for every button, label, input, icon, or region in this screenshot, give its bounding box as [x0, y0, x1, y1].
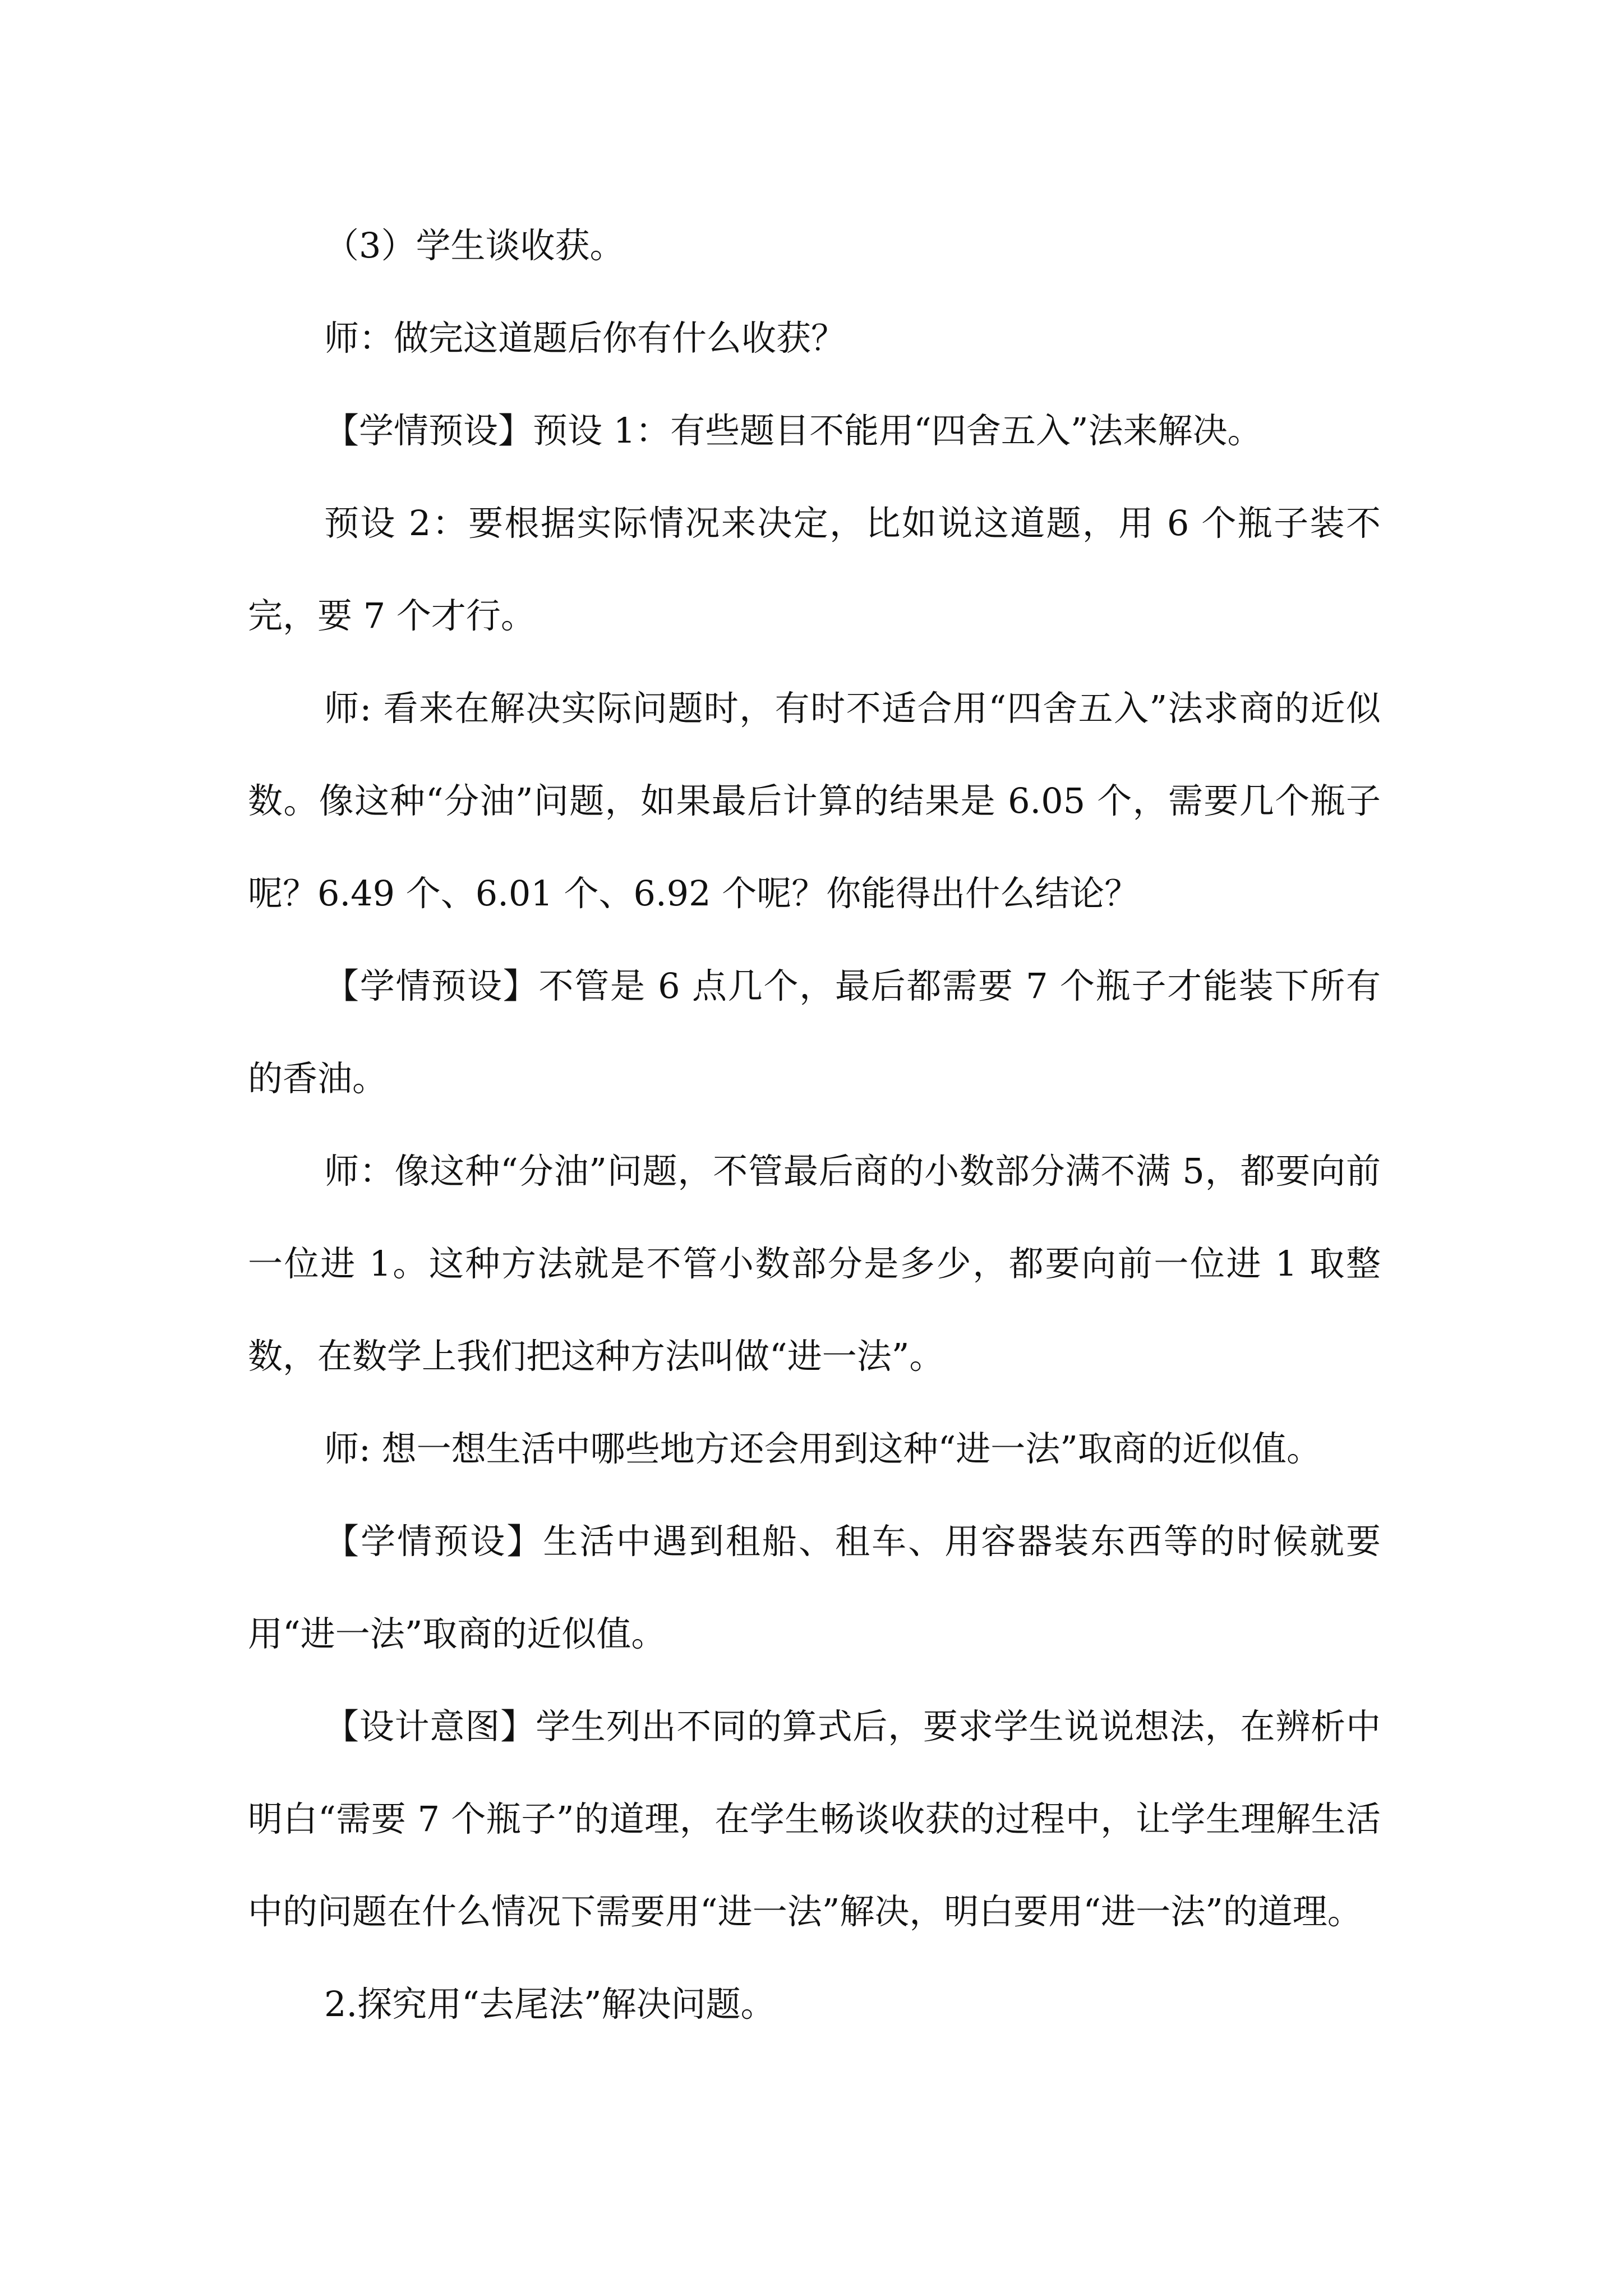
paragraph-teacher-question: 师：做完这道题后你有什么收获？ [324, 318, 846, 358]
paragraph-section-floor-method: 2.探究用“去尾法”解决问题。 [324, 1984, 776, 2024]
paragraph-preset-2: 预设 2：要根据实际情况来决定，比如说这道题，用 6 个瓶子装不完，要 7 个才行。 [248, 503, 1381, 636]
paragraph-teacher-ceiling-method: 师：像这种“分油”问题，不管最后商的小数部分满不满 5，都要向前一位进 1。这种方法就是不管小数部分是多少，都要向前一位进 1 取整数，在数学上我们把这种方法叫做“进一法”。 [248, 1151, 1381, 1377]
paragraph-teacher-life-examples: 师: 想一想生活中哪些地方还会用到这种“进一法”取商的近似值。 [324, 1428, 1321, 1469]
paragraph-teacher-approximation: 师: 看来在解决实际问题时，有时不适合用“四舍五入”法求商的近似数。像这种“分油”问题，如果最后计算的结果是 6.05 个，需要几个瓶子呢？6.49 个、6.01 个、6.92 个呢？你能得出什么结论？ [248, 688, 1381, 914]
paragraph-preset-life-examples: 【学情预设】生活中遇到租船、租车、用容器装东西等的时候就要用“进一法”取商的近似值。 [248, 1521, 1381, 1654]
document-body [248, 199, 1381, 2050]
paragraph-design-intent: 【设计意图】学生列出不同的算式后，要求学生说说想法，在辨析中明白“需要 7 个瓶子”的道理，在学生畅谈收获的过程中，让学生理解生活中的问题在什么情况下需要用“进一法”解决，明白要用“进一法”的道理。 [248, 1706, 1381, 1932]
paragraph-preset-1: 【学情预设】预设 1：有些题目不能用“四舍五入”法来解决。 [324, 410, 1262, 451]
paragraph-preset-conclusion: 【学情预设】不管是 6 点几个，最后都需要 7 个瓶子才能装下所有的香油。 [248, 965, 1381, 1099]
paragraph-student-reflection-heading: （3）学生谈收获。 [324, 225, 625, 266]
